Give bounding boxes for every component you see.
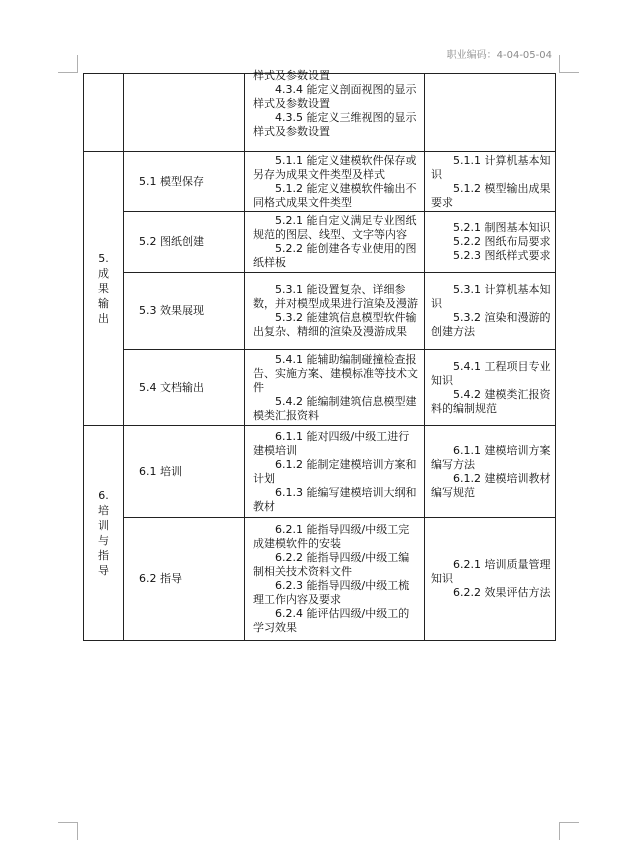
knowledge-item: 6.1.1 建模培训方案编写方法: [431, 443, 551, 471]
skill-item: 6.2.3 能指导四级/中级工梳理工作内容及要求: [253, 579, 410, 606]
knowledge-item: 5.3.1 计算机基本知识: [431, 283, 551, 310]
knowledge-item: 6.1.2 建模培训教材编写规范: [431, 471, 551, 499]
unit-name: 6.2 指导: [124, 518, 245, 641]
empty-cell: [425, 74, 556, 152]
section-title: 6.培训与指导: [98, 489, 109, 577]
skill-item: 4.3.5 能定义三维视图的显示样式及参数设置: [253, 111, 417, 138]
crop-mark: [559, 55, 560, 73]
skill-item: 5.4.2 能编制建筑信息模型建模类汇报资料: [253, 394, 417, 422]
knowledge-item: 5.1.1 计算机基本知识: [431, 153, 551, 181]
table-row: [84, 152, 556, 212]
skill-item: 6.2.1 能指导四级/中级工完成建模软件的安装: [253, 523, 410, 550]
crop-mark: [77, 55, 78, 73]
knowledge-cell: [425, 518, 556, 641]
skill-requirements-cell: [245, 152, 425, 212]
skill-item: 5.1.2 能定义建模软件输出不同格式成果文件类型: [253, 181, 417, 209]
skill-item: 5.2.2 能创建各专业使用的图纸样板: [253, 242, 417, 269]
knowledge-item: 5.2.3 图纸样式要求: [453, 249, 551, 262]
skill-requirements-cell: [245, 212, 425, 273]
skill-requirements-cell: [245, 426, 425, 518]
crop-mark: [560, 72, 579, 73]
knowledge-item: 6.2.2 效果评估方法: [453, 586, 551, 599]
section-title-cell: [84, 426, 124, 641]
skill-item: 4.3.4 能定义剖面视图的显示样式及参数设置: [253, 83, 417, 110]
table-row: [84, 518, 556, 641]
empty-cell: [84, 74, 124, 152]
skill-item: 6.2.4 能评估四级/中级工的学习效果: [253, 607, 410, 634]
knowledge-cell: [425, 152, 556, 212]
unit-name: 5.2 图纸创建: [124, 212, 245, 273]
skill-item: 6.1.1 能对四级/中级工进行建模培训: [253, 429, 410, 457]
skill-item: 6.1.3 能编写建模培训大纲和教材: [253, 485, 417, 513]
knowledge-cell: [425, 212, 556, 273]
skill-item: 6.2.2 能指导四级/中级工编制相关技术资料文件: [253, 551, 410, 578]
knowledge-item: 5.2.1 制图基本知识: [453, 221, 551, 234]
occupation-code: 职业编码：4-04-05-04: [446, 50, 552, 61]
skill-item: 5.3.1 能设置复杂、详细参数，并对模型成果进行渲染及漫游: [253, 283, 418, 310]
crop-mark: [559, 822, 560, 840]
skill-item: 样式及参数设置: [253, 69, 330, 82]
skill-requirements-table: [83, 69, 556, 641]
table-row: [84, 74, 556, 152]
unit-name: 6.1 培训: [124, 426, 245, 518]
knowledge-item: 6.2.1 培训质量管理知识: [431, 558, 551, 585]
skill-requirements-cell: [245, 69, 425, 152]
table-row: [84, 350, 556, 426]
skill-item: 6.1.2 能制定建模培训方案和计划: [253, 457, 417, 485]
skill-requirements-cell: [245, 518, 425, 641]
crop-mark: [58, 72, 77, 73]
crop-mark: [58, 822, 77, 823]
table-row: [84, 212, 556, 273]
skill-item: 5.2.1 能自定义满足专业图纸规范的图层、线型、文字等内容: [253, 214, 417, 241]
knowledge-cell: [425, 273, 556, 350]
section-title: 5.成果输出: [98, 252, 109, 325]
knowledge-item: 5.4.1 工程项目专业知识: [431, 359, 551, 387]
crop-mark: [77, 822, 78, 840]
knowledge-item: 5.1.2 模型输出成果要求: [431, 181, 551, 209]
skill-requirements-cell: [245, 273, 425, 350]
unit-name: 5.1 模型保存: [124, 152, 245, 212]
knowledge-item: 5.3.2 渲染和漫游的创建方法: [431, 311, 551, 338]
table-row: [84, 273, 556, 350]
skill-requirements-cell: [245, 350, 425, 426]
unit-name: 5.4 文档输出: [124, 350, 245, 426]
unit-name: 5.3 效果展现: [124, 273, 245, 350]
table-row: [84, 426, 556, 518]
skill-item: 5.3.2 能建筑信息模型软件输出复杂、精细的渲染及漫游成果: [253, 311, 417, 338]
knowledge-cell: [425, 350, 556, 426]
skill-item: 5.1.1 能定义建模软件保存或另存为成果文件类型及样式: [253, 153, 417, 181]
skill-item: 5.4.1 能辅助编制碰撞检查报告、实施方案、建模标准等技术文件: [253, 352, 418, 394]
knowledge-cell: [425, 426, 556, 518]
empty-cell: [124, 74, 245, 152]
section-title-cell: [84, 152, 124, 426]
crop-mark: [560, 822, 579, 823]
knowledge-item: 5.4.2 建模类汇报资料的编制规范: [431, 387, 551, 415]
knowledge-item: 5.2.2 图纸布局要求: [453, 235, 551, 248]
